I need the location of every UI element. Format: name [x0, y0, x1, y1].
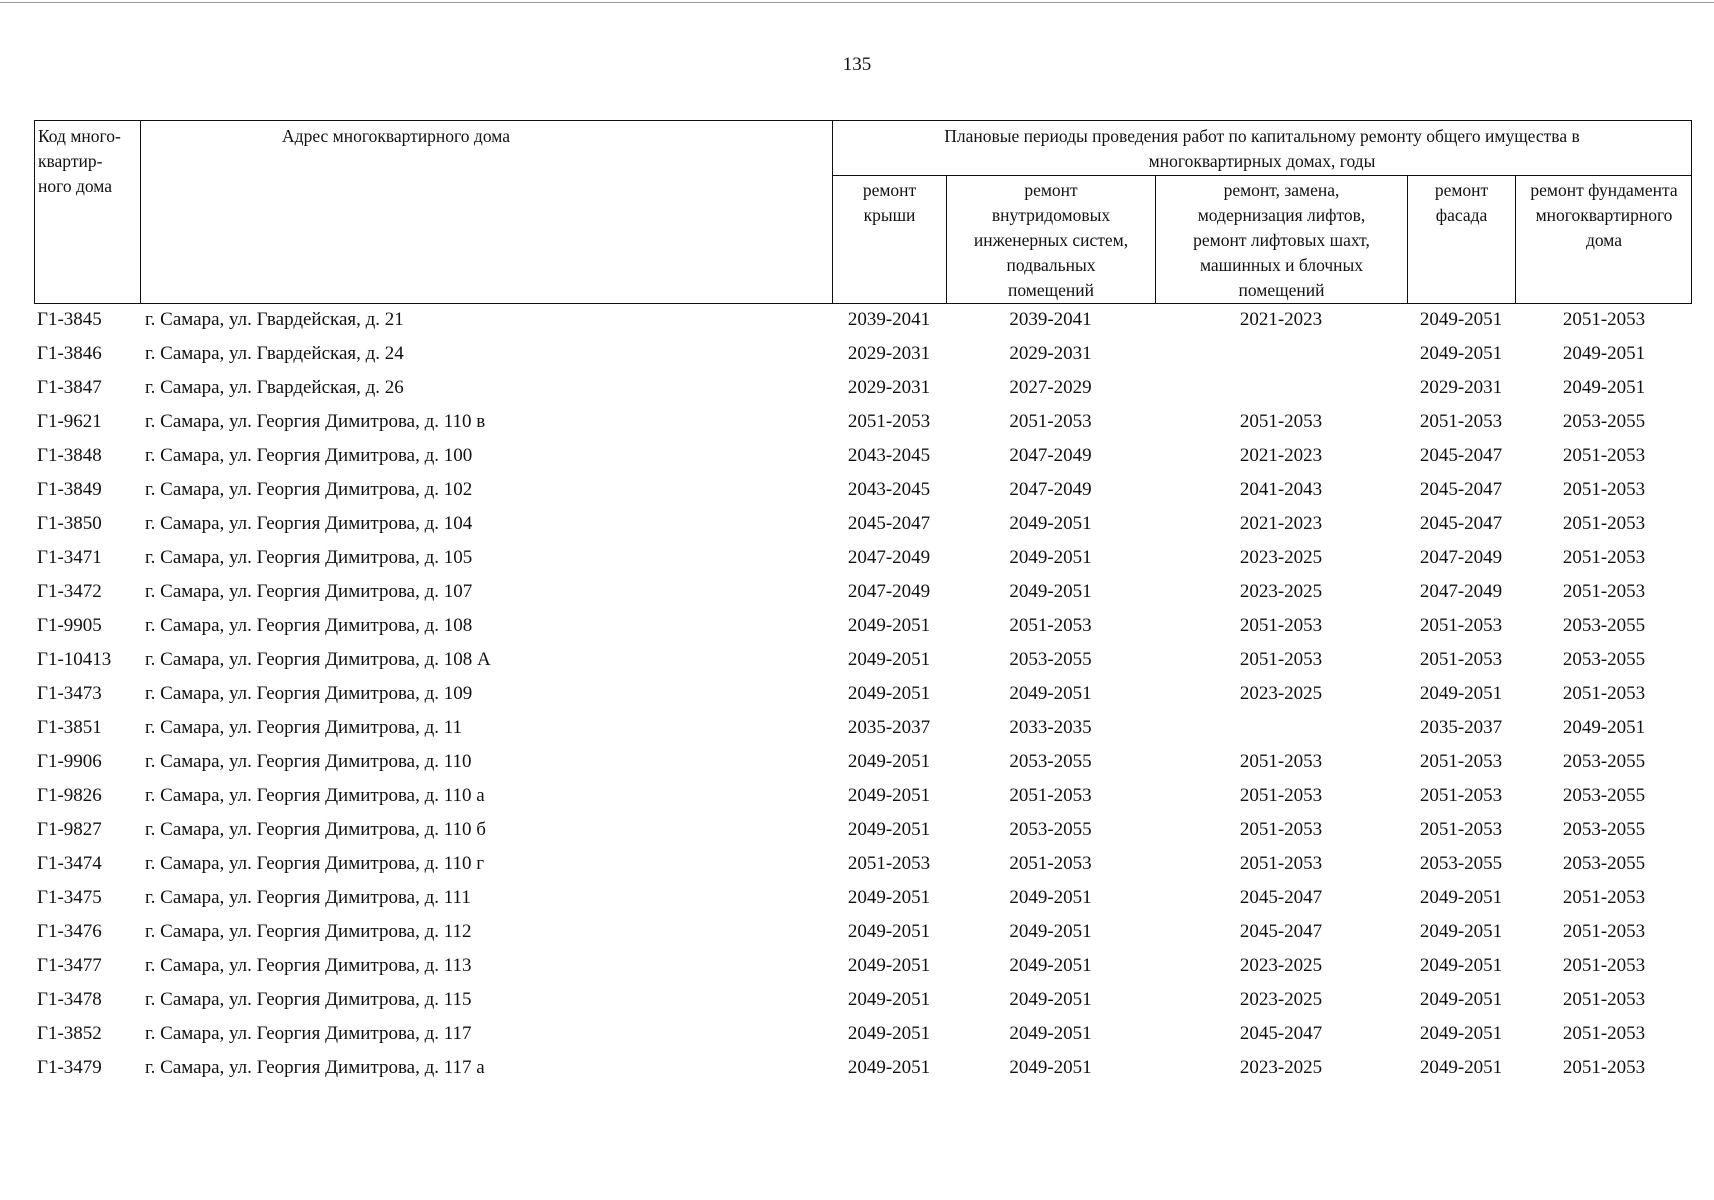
house-address: г. Самара, ул. Георгия Димитрова, д. 108: [145, 615, 473, 636]
header-foundation-line: ремонт фундамента: [1530, 180, 1678, 200]
engineering-repair-period: 2033-2035: [1009, 717, 1092, 738]
foundation-repair-period: 2053-2055: [1562, 819, 1646, 840]
lift-repair-period: 2023-2025: [1239, 989, 1323, 1010]
house-code: Г1-3846: [37, 343, 102, 364]
house-address: г. Самара, ул. Георгия Димитрова, д. 110 г: [145, 853, 485, 874]
facade-repair-period: 2049-2051: [1419, 921, 1503, 942]
header-divider: [832, 175, 1692, 176]
header-address: Адрес многоквартирного дома: [282, 126, 510, 146]
engineering-repair-period: 2051-2053: [1009, 853, 1092, 874]
table-row: [34, 951, 1692, 985]
header-engineering-line: подвальных: [1006, 255, 1096, 275]
table-row: [34, 815, 1692, 849]
house-code: Г1-9905: [37, 615, 102, 636]
facade-repair-period: 2049-2051: [1419, 1057, 1503, 1078]
header-lifts: [1156, 178, 1407, 303]
table-row: [34, 1053, 1692, 1087]
table-row: [34, 917, 1692, 951]
house-address: г. Самара, ул. Георгия Димитрова, д. 108 А: [145, 649, 491, 670]
facade-repair-period: 2051-2053: [1419, 751, 1503, 772]
house-code: Г1-10413: [37, 649, 112, 670]
header-roof: [833, 178, 946, 228]
engineering-repair-period: 2049-2051: [1009, 1057, 1092, 1078]
table-row: [34, 475, 1692, 509]
lift-repair-period: 2045-2047: [1239, 887, 1323, 908]
engineering-repair-period: 2053-2055: [1009, 649, 1092, 670]
header-code-line: ного дома: [38, 176, 113, 196]
house-address: г. Самара, ул. Георгия Димитрова, д. 100: [145, 445, 473, 466]
lift-repair-period: 2023-2025: [1239, 683, 1323, 704]
roof-repair-period: 2051-2053: [847, 411, 931, 432]
roof-repair-period: 2049-2051: [847, 955, 931, 976]
house-address: г. Самара, ул. Георгия Димитрова, д. 112: [145, 921, 472, 942]
header-facade-line: ремонт: [1434, 180, 1489, 200]
table-row: [34, 679, 1692, 713]
engineering-repair-period: 2049-2051: [1009, 1023, 1092, 1044]
table-row: [34, 305, 1692, 339]
house-address: г. Самара, ул. Гвардейская, д. 21: [145, 309, 404, 330]
house-code: Г1-3473: [37, 683, 102, 704]
header-lifts-line: ремонт, замена,: [1223, 180, 1340, 200]
house-code: Г1-3475: [37, 887, 102, 908]
header-foundation: [1516, 178, 1692, 253]
scan-edge: [0, 2, 1714, 3]
facade-repair-period: 2047-2049: [1419, 547, 1503, 568]
lift-repair-period: 2021-2023: [1239, 513, 1323, 534]
lift-repair-period: 2051-2053: [1239, 615, 1323, 636]
lift-repair-period: 2051-2053: [1239, 819, 1323, 840]
header-lifts-line: помещений: [1238, 280, 1325, 300]
facade-repair-period: 2051-2053: [1419, 615, 1503, 636]
foundation-repair-period: 2051-2053: [1562, 921, 1646, 942]
facade-repair-period: 2049-2051: [1419, 989, 1503, 1010]
house-code: Г1-3474: [37, 853, 102, 874]
roof-repair-period: 2047-2049: [847, 547, 931, 568]
facade-repair-period: 2045-2047: [1419, 479, 1503, 500]
house-address: г. Самара, ул. Георгия Димитрова, д. 105: [145, 547, 473, 568]
table-row: [34, 781, 1692, 815]
facade-repair-period: 2045-2047: [1419, 513, 1503, 534]
facade-repair-period: 2049-2051: [1419, 343, 1503, 364]
lift-repair-period: 2045-2047: [1239, 921, 1323, 942]
page-number: 135: [842, 54, 872, 75]
header-lifts-line: модернизация лифтов,: [1197, 205, 1366, 225]
engineering-repair-period: 2027-2029: [1009, 377, 1092, 398]
foundation-repair-period: 2051-2053: [1562, 581, 1646, 602]
house-address: г. Самара, ул. Георгия Димитрова, д. 110 а: [145, 785, 485, 806]
house-code: Г1-9906: [37, 751, 102, 772]
roof-repair-period: 2049-2051: [847, 887, 931, 908]
facade-repair-period: 2051-2053: [1419, 785, 1503, 806]
engineering-repair-period: 2049-2051: [1009, 513, 1092, 534]
facade-repair-period: 2049-2051: [1419, 683, 1503, 704]
house-code: Г1-3847: [37, 377, 102, 398]
roof-repair-period: 2029-2031: [847, 343, 931, 364]
engineering-repair-period: 2049-2051: [1009, 683, 1092, 704]
roof-repair-period: 2045-2047: [847, 513, 931, 534]
house-code: Г1-3478: [37, 989, 102, 1010]
table-row: [34, 577, 1692, 611]
house-code: Г1-3850: [37, 513, 102, 534]
foundation-repair-period: 2051-2053: [1562, 683, 1646, 704]
lift-repair-period: 2045-2047: [1239, 1023, 1323, 1044]
roof-repair-period: 2029-2031: [847, 377, 931, 398]
foundation-repair-period: 2053-2055: [1562, 853, 1646, 874]
header-code: [38, 124, 138, 199]
lift-repair-period: 2021-2023: [1239, 445, 1323, 466]
roof-repair-period: 2049-2051: [847, 1023, 931, 1044]
header-facade-line: фасада: [1435, 205, 1488, 225]
engineering-repair-period: 2053-2055: [1009, 751, 1092, 772]
roof-repair-period: 2049-2051: [847, 785, 931, 806]
house-address: г. Самара, ул. Георгия Димитрова, д. 117: [145, 1023, 472, 1044]
house-address: г. Самара, ул. Георгия Димитрова, д. 110 б: [145, 819, 486, 840]
foundation-repair-period: 2049-2051: [1562, 717, 1646, 738]
engineering-repair-period: 2049-2051: [1009, 921, 1092, 942]
table-row: [34, 339, 1692, 373]
facade-repair-period: 2049-2051: [1419, 955, 1503, 976]
table-row: [34, 543, 1692, 577]
lift-repair-period: 2051-2053: [1239, 853, 1323, 874]
roof-repair-period: 2035-2037: [847, 717, 931, 738]
house-address: г. Самара, ул. Георгия Димитрова, д. 115: [145, 989, 472, 1010]
table-header: [34, 120, 1692, 304]
header-engineering-line: инженерных систем,: [973, 230, 1129, 250]
table-row: [34, 985, 1692, 1019]
header-engineering-line: ремонт: [1024, 180, 1078, 200]
house-address: г. Самара, ул. Георгия Димитрова, д. 102: [145, 479, 473, 500]
header-engineering: [947, 178, 1155, 303]
house-code: Г1-9826: [37, 785, 102, 806]
table-row: [34, 747, 1692, 781]
engineering-repair-period: 2051-2053: [1009, 785, 1092, 806]
header-engineering-line: внутридомовых: [991, 205, 1111, 225]
engineering-repair-period: 2051-2053: [1009, 615, 1092, 636]
header-periods-line: Плановые периоды проведения работ по капитальному ремонту общего имущества в: [944, 126, 1580, 146]
table-row: [34, 611, 1692, 645]
house-code: Г1-3477: [37, 955, 102, 976]
table-row: [34, 1019, 1692, 1053]
foundation-repair-period: 2053-2055: [1562, 785, 1646, 806]
roof-repair-period: 2049-2051: [847, 751, 931, 772]
foundation-repair-period: 2049-2051: [1562, 377, 1646, 398]
engineering-repair-period: 2047-2049: [1009, 445, 1092, 466]
table-row: [34, 883, 1692, 917]
lift-repair-period: 2051-2053: [1239, 785, 1323, 806]
house-address: г. Самара, ул. Георгия Димитрова, д. 111: [145, 887, 471, 908]
house-address: г. Самара, ул. Георгия Димитрова, д. 110 в: [145, 411, 486, 432]
header-roof-line: ремонт: [862, 180, 917, 200]
house-address: г. Самара, ул. Гвардейская, д. 26: [145, 377, 404, 398]
house-code: Г1-3848: [37, 445, 102, 466]
foundation-repair-period: 2053-2055: [1562, 649, 1646, 670]
engineering-repair-period: 2053-2055: [1009, 819, 1092, 840]
roof-repair-period: 2049-2051: [847, 989, 931, 1010]
table-row: [34, 441, 1692, 475]
foundation-repair-period: 2051-2053: [1562, 513, 1646, 534]
header-code-line: квартир-: [38, 151, 103, 171]
roof-repair-period: 2049-2051: [847, 649, 931, 670]
table-row: [34, 645, 1692, 679]
foundation-repair-period: 2051-2053: [1562, 445, 1646, 466]
lift-repair-period: 2051-2053: [1239, 751, 1323, 772]
house-address: г. Самара, ул. Георгия Димитрова, д. 113: [145, 955, 472, 976]
foundation-repair-period: 2051-2053: [1562, 479, 1646, 500]
engineering-repair-period: 2049-2051: [1009, 955, 1092, 976]
engineering-repair-period: 2051-2053: [1009, 411, 1092, 432]
house-code: Г1-3851: [37, 717, 102, 738]
header-facade: [1408, 178, 1515, 228]
roof-repair-period: 2049-2051: [847, 1057, 931, 1078]
table-row: [34, 373, 1692, 407]
lift-repair-period: 2023-2025: [1239, 955, 1323, 976]
house-code: Г1-9621: [37, 411, 102, 432]
header-foundation-line: многоквартирного: [1535, 205, 1673, 225]
foundation-repair-period: 2051-2053: [1562, 887, 1646, 908]
roof-repair-period: 2049-2051: [847, 921, 931, 942]
lift-repair-period: 2023-2025: [1239, 581, 1323, 602]
header-lifts-line: машинных и блочных: [1199, 255, 1364, 275]
facade-repair-period: 2049-2051: [1419, 887, 1503, 908]
header-lifts-line: ремонт лифтовых шахт,: [1193, 230, 1370, 250]
house-code: Г1-9827: [37, 819, 102, 840]
lift-repair-period: 2023-2025: [1239, 1057, 1323, 1078]
foundation-repair-period: 2049-2051: [1562, 343, 1646, 364]
header-engineering-line: помещений: [1008, 280, 1094, 300]
table-row: [34, 849, 1692, 883]
header-code-line: Код много-: [38, 126, 121, 146]
facade-repair-period: 2049-2051: [1419, 1023, 1503, 1044]
house-address: г. Самара, ул. Гвардейская, д. 24: [145, 343, 404, 364]
roof-repair-period: 2051-2053: [847, 853, 931, 874]
table-row: [34, 407, 1692, 441]
house-code: Г1-3852: [37, 1023, 102, 1044]
engineering-repair-period: 2049-2051: [1009, 887, 1092, 908]
foundation-repair-period: 2053-2055: [1562, 751, 1646, 772]
facade-repair-period: 2047-2049: [1419, 581, 1503, 602]
header-periods: [833, 124, 1691, 174]
foundation-repair-period: 2051-2053: [1562, 989, 1646, 1010]
foundation-repair-period: 2051-2053: [1562, 955, 1646, 976]
roof-repair-period: 2039-2041: [847, 309, 931, 330]
engineering-repair-period: 2049-2051: [1009, 547, 1092, 568]
engineering-repair-period: 2049-2051: [1009, 581, 1092, 602]
house-address: г. Самара, ул. Георгия Димитрова, д. 110: [145, 751, 472, 772]
house-code: Г1-3479: [37, 1057, 102, 1078]
lift-repair-period: 2041-2043: [1239, 479, 1323, 500]
roof-repair-period: 2047-2049: [847, 581, 931, 602]
house-code: Г1-3849: [37, 479, 102, 500]
foundation-repair-period: 2051-2053: [1562, 309, 1646, 330]
roof-repair-period: 2049-2051: [847, 683, 931, 704]
lift-repair-period: 2021-2023: [1239, 309, 1323, 330]
house-address: г. Самара, ул. Георгия Димитрова, д. 109: [145, 683, 473, 704]
house-address: г. Самара, ул. Георгия Димитрова, д. 117 а: [145, 1057, 485, 1078]
facade-repair-period: 2053-2055: [1419, 853, 1503, 874]
lift-repair-period: 2051-2053: [1239, 649, 1323, 670]
house-code: Г1-3845: [37, 309, 102, 330]
lift-repair-period: 2023-2025: [1239, 547, 1323, 568]
table-body: [34, 305, 1692, 1087]
engineering-repair-period: 2039-2041: [1009, 309, 1092, 330]
roof-repair-period: 2043-2045: [847, 479, 931, 500]
roof-repair-period: 2049-2051: [847, 819, 931, 840]
facade-repair-period: 2045-2047: [1419, 445, 1503, 466]
facade-repair-period: 2035-2037: [1419, 717, 1503, 738]
roof-repair-period: 2043-2045: [847, 445, 931, 466]
house-address: г. Самара, ул. Георгия Димитрова, д. 104: [145, 513, 473, 534]
roof-repair-period: 2049-2051: [847, 615, 931, 636]
header-periods-line: многоквартирных домах, годы: [1148, 151, 1376, 171]
facade-repair-period: 2049-2051: [1419, 309, 1503, 330]
foundation-repair-period: 2053-2055: [1562, 411, 1646, 432]
facade-repair-period: 2051-2053: [1419, 819, 1503, 840]
facade-repair-period: 2051-2053: [1419, 411, 1503, 432]
engineering-repair-period: 2049-2051: [1009, 989, 1092, 1010]
foundation-repair-period: 2051-2053: [1562, 1057, 1646, 1078]
foundation-repair-period: 2051-2053: [1562, 1023, 1646, 1044]
header-roof-line: крыши: [863, 205, 916, 225]
facade-repair-period: 2029-2031: [1419, 377, 1503, 398]
table-row: [34, 509, 1692, 543]
lift-repair-period: 2051-2053: [1239, 411, 1323, 432]
house-code: Г1-3471: [37, 547, 102, 568]
foundation-repair-period: 2053-2055: [1562, 615, 1646, 636]
house-address: г. Самара, ул. Георгия Димитрова, д. 107: [145, 581, 473, 602]
engineering-repair-period: 2029-2031: [1009, 343, 1092, 364]
facade-repair-period: 2051-2053: [1419, 649, 1503, 670]
table-row: [34, 713, 1692, 747]
foundation-repair-period: 2051-2053: [1562, 547, 1646, 568]
header-foundation-line: дома: [1585, 230, 1623, 250]
house-code: Г1-3476: [37, 921, 102, 942]
house-code: Г1-3472: [37, 581, 102, 602]
engineering-repair-period: 2047-2049: [1009, 479, 1092, 500]
house-address: г. Самара, ул. Георгия Димитрова, д. 11: [145, 717, 463, 738]
